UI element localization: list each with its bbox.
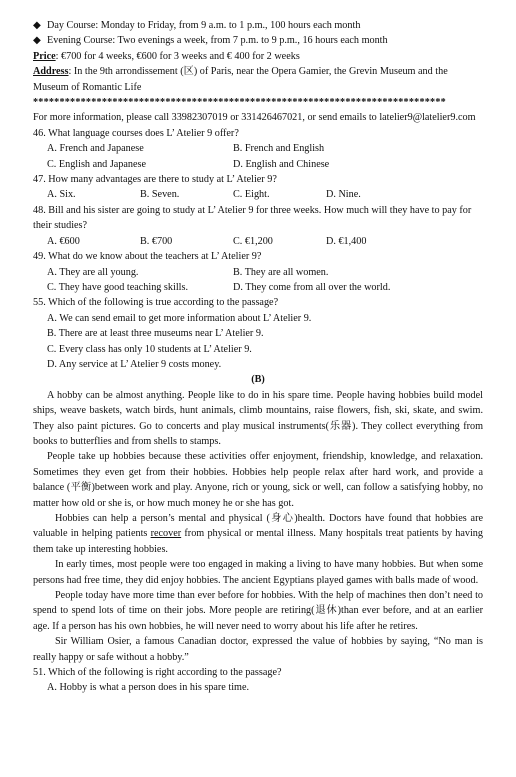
price-line bbox=[33, 49, 483, 64]
answer-option: C. Every class has only 10 students at L’ Atelier 9. bbox=[47, 343, 252, 355]
document-page bbox=[33, 18, 483, 696]
answer-option: B. €700 bbox=[140, 235, 173, 247]
price-text: : €700 for 4 weeks, €600 for 3 weeks and € 400 for 2 weeks bbox=[55, 50, 300, 62]
p3-after: from physical or mental illness. Many hospitals treat patients by having them take up interesting hobbies. bbox=[33, 528, 483, 555]
price-label: Price bbox=[33, 50, 56, 62]
question-stem: 48. Bill and his sister are going to study at L’ Atelier 9 for three weeks. How much will they have to pay for their studies? bbox=[33, 204, 472, 232]
contact-info: For more information, please call 33982307019 or 331426467021, or send emails to latelier9@latelier9.com bbox=[33, 112, 476, 124]
address-label: Address bbox=[33, 66, 69, 78]
questions-section-a bbox=[33, 126, 483, 373]
underlined-word-recover: recover bbox=[150, 528, 182, 540]
option-row bbox=[33, 157, 483, 172]
answer-option: D. €1,400 bbox=[326, 235, 367, 247]
answer-option: B. French and English bbox=[233, 143, 325, 155]
answer-option: B. Seven. bbox=[140, 189, 180, 201]
answer-option: B. They are all women. bbox=[233, 266, 329, 278]
diamond-bullet-icon: ◆ bbox=[33, 35, 41, 47]
answer-option: A. French and Japanese bbox=[47, 143, 144, 155]
address-text: : In the 9th arrondissement (区) of Paris, near the Opera Gamier, the Grevin Museum and the Museum of Romantic Life bbox=[33, 66, 448, 93]
answer-option: C. English and Japanese bbox=[47, 158, 147, 170]
star-divider: ****************************************************************************** bbox=[33, 97, 446, 109]
p3-before: Hobbies can help a person’s mental and physical (身心)health. Doctors have found that hobbies are valuable in helping patients bbox=[33, 513, 483, 540]
question-stem: 49. What do we know about the teachers at L’ Atelier 9? bbox=[33, 251, 262, 263]
day-course-text: Day Course: Monday to Friday, from 9 a.m. to 1 p.m., 100 hours each month bbox=[47, 20, 361, 31]
evening-course-text: Evening Course: Two evenings a week, from 7 p.m. to 9 p.m., 16 hours each month bbox=[47, 35, 388, 47]
answer-option: D. English and Chinese bbox=[233, 158, 330, 170]
day-course-line bbox=[33, 18, 483, 33]
section-b-heading: (B) bbox=[251, 374, 265, 386]
answer-option: A. We can send email to get more information about L’ Atelier 9. bbox=[47, 312, 312, 324]
passage-paragraph-2: People take up hobbies because these activities offer enjoyment, friendship, knowledge, and relaxation. Sometimes they even get from their hobbies. Hobbies help people relax after hard work, and provide a balance (平衡)between work and play. Anyone, rich or young, sick or well, can follow a satisfying hobby, no matter how old or she is, or how much money he or she has got. bbox=[33, 451, 483, 509]
evening-course-line bbox=[33, 33, 483, 48]
option-row bbox=[33, 234, 483, 249]
answer-option: C. Eight. bbox=[233, 189, 270, 201]
option-row bbox=[33, 187, 483, 202]
answer-option: A. €600 bbox=[47, 235, 80, 247]
answer-option: D. Nine. bbox=[326, 189, 361, 201]
answer-option: C. They have good teaching skills. bbox=[47, 281, 188, 293]
answer-option: A. Six. bbox=[47, 189, 76, 201]
question-stem: 55. Which of the following is true according to the passage? bbox=[33, 297, 279, 309]
passage-paragraph-3 bbox=[33, 511, 483, 557]
answer-option: A. They are all young. bbox=[47, 266, 139, 278]
question-51-option-a: A. Hobby is what a person does in his spare time. bbox=[47, 682, 250, 694]
question-51-stem: 51. Which of the following is right according to the passage? bbox=[33, 667, 282, 679]
answer-option: D. They come from all over the world. bbox=[233, 281, 391, 293]
address-block bbox=[33, 64, 483, 95]
passage-paragraph-6: Sir William Osier, a famous Canadian doctor, expressed the value of hobbies by saying, “No man is really happy or safe without a hobby.” bbox=[33, 636, 483, 663]
passage-paragraph-4: In early times, most people were too engaged in making a living to have many hobbies. But when some persons had free time, they did enjoy hobbies. The ancient Egyptians played games with balls made of wood. bbox=[33, 559, 483, 586]
option-row bbox=[33, 141, 483, 156]
answer-option: B. There are at least three museums near L’ Atelier 9. bbox=[47, 328, 264, 340]
option-row bbox=[33, 280, 483, 295]
passage-paragraph-1: A hobby can be almost anything. People like to do in his spare time. People having hobbies build model ships, weave baskets, watch birds, hunt animals, climb mountains, raise flowers, fish, ski, skate, and swim. They also paint pictures. Go to concerts and play musical instruments(乐器). They collect everything from books to butterflies and from shells to stamps. bbox=[33, 389, 483, 447]
question-stem: 46. What language courses does L’ Atelier 9 offer? bbox=[33, 127, 239, 139]
question-stem: 47. How many advantages are there to study at L’ Atelier 9? bbox=[33, 174, 277, 186]
answer-option: C. €1,200 bbox=[233, 235, 273, 247]
answer-option: D. Any service at L’ Atelier 9 costs money. bbox=[47, 358, 222, 370]
diamond-bullet-icon: ◆ bbox=[33, 20, 41, 31]
passage-paragraph-5: People today have more time than ever before for hobbies. With the help of machines then don’t need to spend to spend lots of time on their jobs. More people are retiring(退休)than ever before, and at an earlier age. If a person has his own hobbies, he will never need to worry about his life after he retires. bbox=[33, 590, 483, 632]
option-row bbox=[33, 265, 483, 280]
